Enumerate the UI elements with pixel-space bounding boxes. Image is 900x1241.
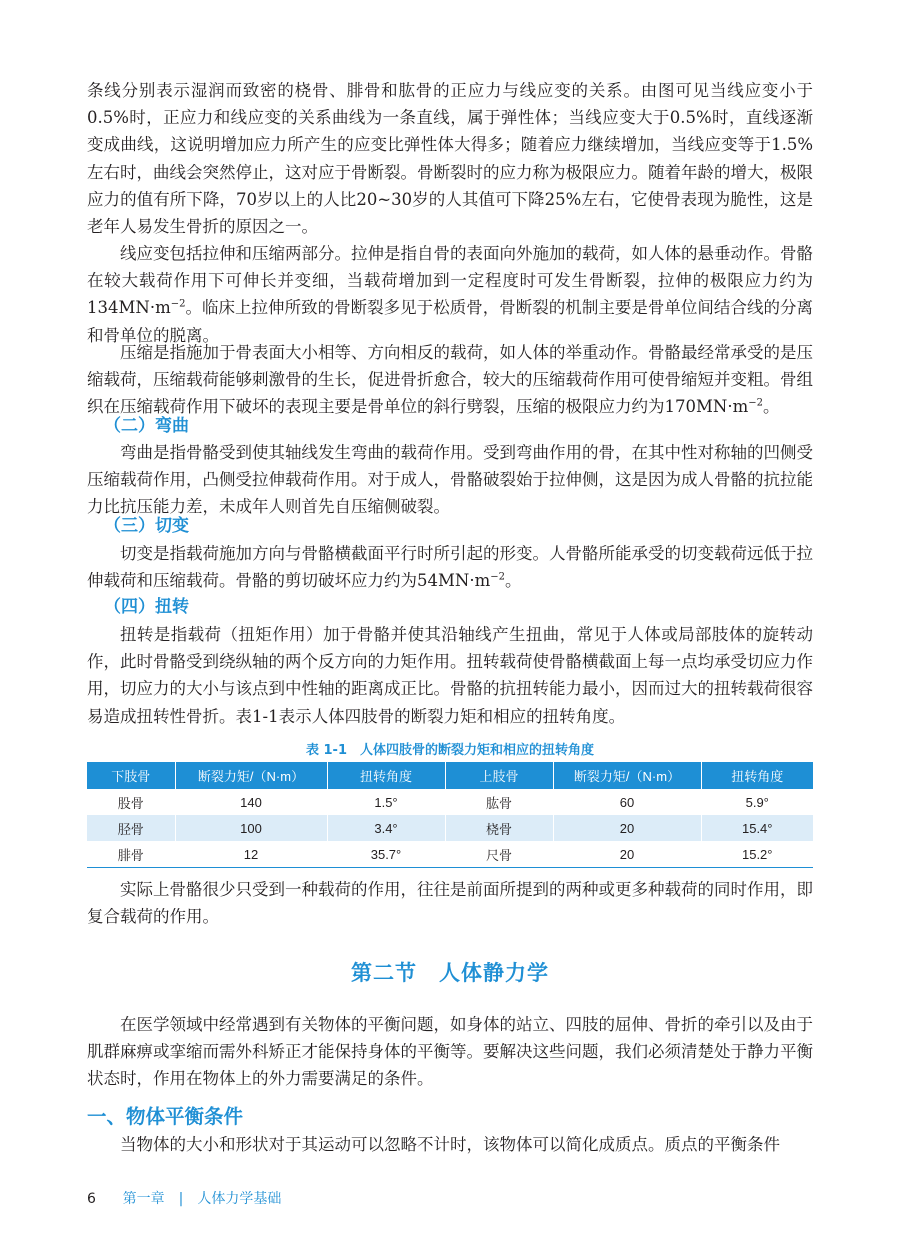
section-title: 第二节 人体静力学 [351,961,549,985]
superscript: −2 [490,571,505,583]
table-cell: 尺骨 [445,841,553,868]
paragraph-particle-equilibrium: 当物体的大小和形状对于其运动可以忽略不计时，该物体可以简化成质点。质点的平衡条件 [120,1135,780,1154]
paragraph-tension [87,240,813,349]
table-cell: 15.2° [701,841,813,868]
superscript: −2 [748,397,763,409]
table-header-cell: 断裂力矩/（N·m） [175,762,327,789]
table-header-cell: 扭转角度 [327,762,445,789]
page-footer [87,1188,281,1208]
paragraph-compression-text: 压缩是指施加于骨表面大小相等、方向相反的载荷，如人体的举重动作。骨骼最经常承受的是压缩载荷，压缩载荷能够刺激骨的生长，促进骨折愈合，较大的压缩载荷作用可使骨缩短并变粗。骨组织在压缩载荷作用下破坏的表现主要是骨单位的斜行劈裂，压缩的极限应力约为170MN·m [87,343,813,417]
table-header-row [87,762,813,789]
table-cell: 股骨 [87,789,175,815]
subheading-shear: （三）切变 [104,516,189,536]
table-header-cell: 下肢骨 [87,762,175,789]
bone-torsion-table [87,762,813,868]
table-cell: 12 [175,841,327,868]
table-cell: 桡骨 [445,815,553,841]
paragraph-shear-text: 切变是指载荷施加方向与骨骼横截面平行时所引起的形变。人骨骼所能承受的切变载荷远低于拉伸载荷和压缩载荷。骨骼的剪切破坏应力约为54MN·m [87,544,813,591]
table-cell: 胫骨 [87,815,175,841]
table-cell: 腓骨 [87,841,175,868]
table-cell: 140 [175,789,327,815]
table-row [87,841,813,868]
paragraph-stress-strain: 条线分别表示湿润而致密的桡骨、腓骨和肱骨的正应力与线应变的关系。由图可见当线应变小于0.5%时，正应力和线应变的关系曲线为一条直线，属于弹性体；当线应变大于0.5%时，直线逐渐变成曲线，这说明增加应力所产生的应变比弹性体大得多；随着应力继续增加，当线应变等于1.5%左右时，曲线会突然停止，这对应于骨断裂。骨断裂时的应力称为极限应力。随着年龄的增大，极限应力的值有所下降，70岁以上的人比20~30岁的人其值可下降25%左右，它使骨表现为脆性，这是老年人易发生骨折的原因之一。 [87,81,813,237]
table-cell: 20 [553,815,701,841]
paragraph-compression-text-end: 。 [762,397,780,417]
table-row [87,789,813,815]
table-cell: 肱骨 [445,789,553,815]
table-caption: 表 1-1 人体四肢骨的断裂力矩和相应的扭转角度 [305,743,594,758]
paragraph-shear-text-end: 。 [504,571,522,591]
table-header-cell: 断裂力矩/（N·m） [553,762,701,789]
superscript: −2 [170,298,186,310]
table-header-cell: 上肢骨 [445,762,553,789]
paragraph-bending: 弯曲是指骨骼受到使其轴线发生弯曲的载荷作用。受到弯曲作用的骨，在其中性对称轴的凹侧受压缩载荷作用，凸侧受拉伸载荷作用。对于成人，骨骼破裂始于拉伸侧，这是因为成人骨骼的抗拉能力比抗压能力差，未成年人则首先自压缩侧破裂。 [87,443,813,517]
paragraph-torsion: 扭转是指载荷（扭矩作用）加于骨骼并使其沿轴线产生扭曲，常见于人体或局部肢体的旋转动作，此时骨骼受到绕纵轴的两个反方向的力矩作用。扭转载荷使骨骼横截面上每一点均承受切应力作用，切应力的大小与该点到中性轴的距离成正比。骨骼的抗扭转能力最小，因而过大的扭转载荷很容易造成扭转性骨折。表1-1表示人体四肢骨的断裂力矩和相应的扭转角度。 [87,625,813,726]
subheading-bending: （二）弯曲 [104,416,189,436]
subheading-torsion: （四）扭转 [104,597,189,617]
paragraph-tension-text-end: 。临床上拉伸所致的骨断裂多见于松质骨，骨断裂的机制主要是骨单位间结合线的分离和骨单位的脱离。 [87,298,813,345]
chapter-label: 第一章 | 人体力学基础 [122,1191,282,1207]
page-number: 6 [87,1191,96,1207]
table-cell: 3.4° [327,815,445,841]
heading-equilibrium: 一、物体平衡条件 [87,1105,244,1128]
paragraph-composite-load: 实际上骨骼很少只受到一种载荷的作用，往往是前面所提到的两种或更多种载荷的同时作用，即复合载荷的作用。 [87,880,813,927]
table-row [87,815,813,841]
table-cell: 15.4° [701,815,813,841]
paragraph-statics-intro: 在医学领域中经常遇到有关物体的平衡问题，如身体的站立、四肢的屈伸、骨折的牵引以及由于肌群麻痹或挛缩而需外科矫正才能保持身体的平衡等。要解决这些问题，我们必须清楚处于静力平衡状态时，作用在物体上的外力需要满足的条件。 [87,1015,813,1089]
paragraph-compression [87,339,813,421]
table-cell: 5.9° [701,789,813,815]
table-cell: 100 [175,815,327,841]
table-header-cell: 扭转角度 [701,762,813,789]
paragraph-shear [87,540,813,594]
table-cell: 1.5° [327,789,445,815]
table-cell: 35.7° [327,841,445,868]
table-cell: 60 [553,789,701,815]
table-cell: 20 [553,841,701,868]
paragraph-tension-text: 线应变包括拉伸和压缩两部分。拉伸是指自骨的表面向外施加的载荷，如人体的悬垂动作。骨骼在较大载荷作用下可伸长并变细，当载荷增加到一定程度时可发生骨断裂，拉伸的极限应力约为134MN·m [87,244,813,318]
